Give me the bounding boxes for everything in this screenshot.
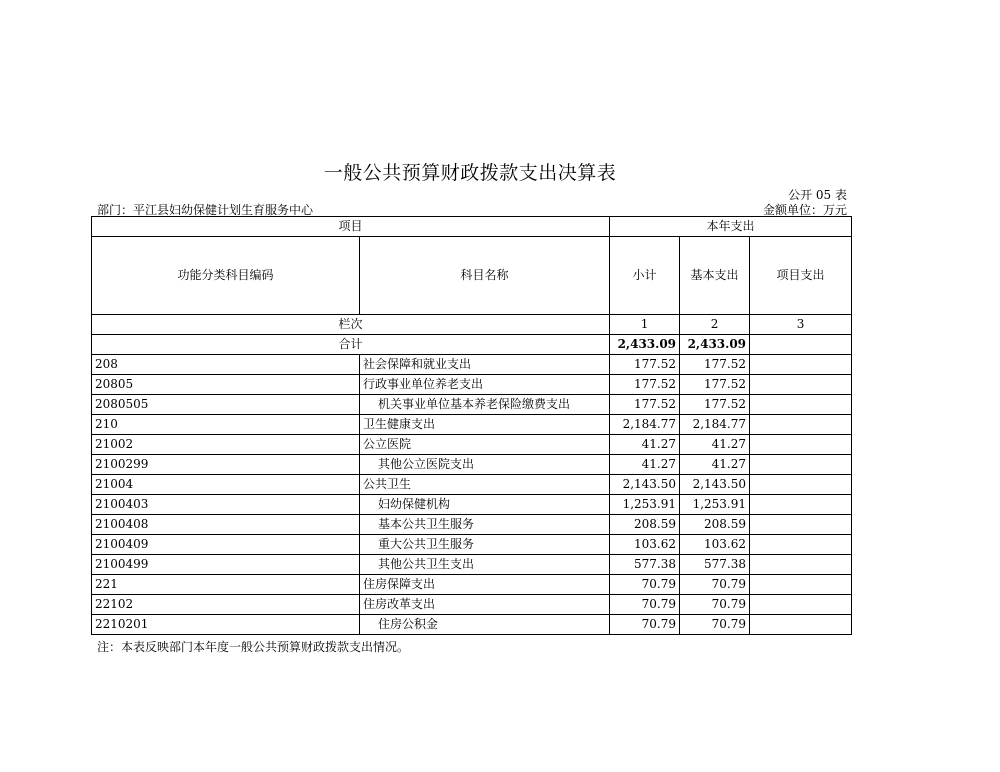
page-title: 一般公共预算财政拨款支出决算表 (323, 162, 617, 184)
table-row (92, 395, 852, 415)
row-name: 公共卫生 (360, 475, 610, 495)
table-row (92, 555, 852, 575)
row-project (750, 515, 852, 535)
total-label: 合计 (92, 335, 610, 355)
row-basic: 70.79 (680, 575, 750, 595)
row-code: 221 (92, 575, 360, 595)
header-subtotal: 小计 (610, 237, 680, 315)
row-basic: 70.79 (680, 595, 750, 615)
row-name: 行政事业单位养老支出 (360, 375, 610, 395)
row-subtotal: 2,184.77 (610, 415, 680, 435)
row-subtotal: 1,253.91 (610, 495, 680, 515)
table-row (92, 535, 852, 555)
row-project (750, 395, 852, 415)
header-code: 功能分类科目编码 (92, 237, 360, 315)
row-subtotal: 208.59 (610, 515, 680, 535)
total-project (750, 335, 852, 355)
header-row-columns (92, 237, 852, 315)
table-row (92, 375, 852, 395)
row-name: 其他公立医院支出 (360, 455, 610, 475)
row-subtotal: 41.27 (610, 435, 680, 455)
expenditure-table (91, 216, 852, 635)
row-code: 2100403 (92, 495, 360, 515)
row-name: 重大公共卫生服务 (360, 535, 610, 555)
table-row (92, 435, 852, 455)
row-subtotal: 177.52 (610, 395, 680, 415)
table-row (92, 355, 852, 375)
row-project (750, 535, 852, 555)
row-name: 住房公积金 (360, 615, 610, 635)
total-row (92, 335, 852, 355)
row-subtotal: 177.52 (610, 355, 680, 375)
total-subtotal: 2,433.09 (610, 335, 680, 355)
row-basic: 577.38 (680, 555, 750, 575)
row-code: 208 (92, 355, 360, 375)
row-name: 其他公共卫生支出 (360, 555, 610, 575)
header-row-top (92, 217, 852, 237)
row-project (750, 475, 852, 495)
table-row (92, 575, 852, 595)
row-name: 社会保障和就业支出 (360, 355, 610, 375)
row-subtotal: 103.62 (610, 535, 680, 555)
table-row (92, 615, 852, 635)
table-note: 注：本表反映部门本年度一般公共预算财政拨款支出情况。 (97, 640, 410, 654)
row-project (750, 435, 852, 455)
row-project (750, 575, 852, 595)
row-project (750, 495, 852, 515)
column-number-row (92, 315, 852, 335)
row-name: 住房保障支出 (360, 575, 610, 595)
row-basic: 2,143.50 (680, 475, 750, 495)
row-subtotal: 70.79 (610, 575, 680, 595)
row-subtotal: 70.79 (610, 615, 680, 635)
row-subtotal: 577.38 (610, 555, 680, 575)
form-number: 公开 05 表 (788, 188, 847, 202)
row-name: 机关事业单位基本养老保险缴费支出 (360, 395, 610, 415)
row-code: 21004 (92, 475, 360, 495)
row-basic: 177.52 (680, 395, 750, 415)
header-basic: 基本支出 (680, 237, 750, 315)
row-name: 公立医院 (360, 435, 610, 455)
column-number-3: 3 (750, 315, 852, 335)
row-subtotal: 2,143.50 (610, 475, 680, 495)
row-project (750, 555, 852, 575)
header-name: 科目名称 (360, 237, 610, 315)
row-code: 2100408 (92, 515, 360, 535)
row-name: 住房改革支出 (360, 595, 610, 615)
row-project (750, 415, 852, 435)
table-row (92, 415, 852, 435)
header-current-year: 本年支出 (610, 217, 852, 237)
table-row (92, 495, 852, 515)
table-row (92, 455, 852, 475)
header-item: 项目 (92, 217, 610, 237)
row-basic: 177.52 (680, 375, 750, 395)
row-name: 基本公共卫生服务 (360, 515, 610, 535)
row-subtotal: 70.79 (610, 595, 680, 615)
row-code: 21002 (92, 435, 360, 455)
unit-label: 金额单位：万元 (762, 203, 847, 217)
row-project (750, 455, 852, 475)
row-basic: 41.27 (680, 435, 750, 455)
table-row (92, 515, 852, 535)
row-project (750, 355, 852, 375)
column-number-1: 1 (610, 315, 680, 335)
row-basic: 177.52 (680, 355, 750, 375)
row-code: 2210201 (92, 615, 360, 635)
column-number-label: 栏次 (92, 315, 610, 335)
row-basic: 70.79 (680, 615, 750, 635)
row-subtotal: 41.27 (610, 455, 680, 475)
row-basic: 1,253.91 (680, 495, 750, 515)
table-body (92, 217, 852, 635)
row-code: 22102 (92, 595, 360, 615)
row-project (750, 595, 852, 615)
row-code: 2100499 (92, 555, 360, 575)
row-name: 妇幼保健机构 (360, 495, 610, 515)
row-name: 卫生健康支出 (360, 415, 610, 435)
row-code: 2100299 (92, 455, 360, 475)
row-code: 210 (92, 415, 360, 435)
row-project (750, 615, 852, 635)
column-number-2: 2 (680, 315, 750, 335)
total-basic: 2,433.09 (680, 335, 750, 355)
row-basic: 208.59 (680, 515, 750, 535)
header-project: 项目支出 (750, 237, 852, 315)
row-project (750, 375, 852, 395)
row-code: 20805 (92, 375, 360, 395)
table-row (92, 475, 852, 495)
row-basic: 2,184.77 (680, 415, 750, 435)
row-basic: 103.62 (680, 535, 750, 555)
row-basic: 41.27 (680, 455, 750, 475)
row-code: 2100409 (92, 535, 360, 555)
table-row (92, 595, 852, 615)
department-label: 部门：平江县妇幼保健计划生育服务中心 (97, 203, 314, 217)
row-subtotal: 177.52 (610, 375, 680, 395)
row-code: 2080505 (92, 395, 360, 415)
